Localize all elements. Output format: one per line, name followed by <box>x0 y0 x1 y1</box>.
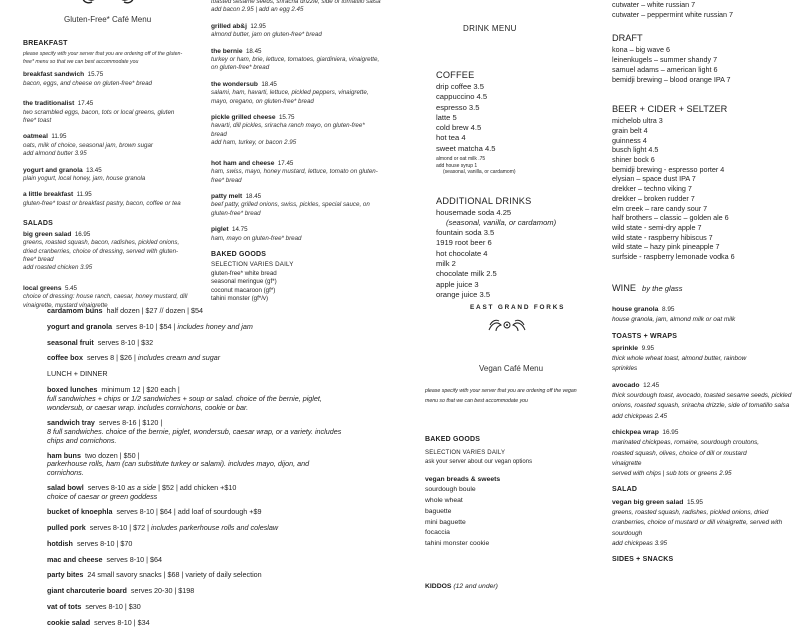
list-item: focaccia <box>425 529 450 537</box>
menu-item <box>23 231 188 273</box>
drink-item: bemidji brewing - espresso porter 4 <box>612 164 725 174</box>
item-detail: 24 small savory snacks | $68 | variety of daily selection <box>87 570 262 580</box>
item-name: boxed lunches <box>47 384 98 394</box>
item-price: 18.45 <box>245 192 262 200</box>
drink-item: cold brew 4.5 <box>436 123 482 133</box>
item-name: cookie salad <box>47 617 91 627</box>
drink-item: drip coffee 3.5 <box>436 82 484 91</box>
drink-item: chocolate milk 2.5 <box>436 269 497 279</box>
catering-item <box>47 504 347 520</box>
drink-item: milk 2 <box>436 259 456 269</box>
logo-ornament-top <box>78 0 138 6</box>
menu-item <box>612 381 800 422</box>
item-price: 11.95 <box>51 133 67 141</box>
wine-subheading: by the glass <box>642 283 683 293</box>
item-name: patty melt <box>211 192 243 200</box>
menu-item <box>211 226 381 243</box>
menu-item <box>612 498 800 549</box>
item-detail: two dozen | $50 | <box>84 450 140 460</box>
item-name: vegan big green salad <box>612 498 684 506</box>
catering-item <box>47 552 347 568</box>
catering-item <box>47 520 347 536</box>
drink-item: orange juice 3.5 <box>436 289 491 299</box>
item-description: salami, ham, havarti, lettuce, pickled peppers, vinaigrette, mayo, oregano, on gluten-free* bread <box>211 89 369 105</box>
item-price: 15.75 <box>278 114 295 122</box>
item-name: pulled pork <box>47 522 86 532</box>
baked-goods-subheading: SELECTION VARIES DAILY <box>425 449 506 456</box>
item-note: includes parkerhouse rolls and coleslaw <box>151 522 279 532</box>
item-name: the wondersub <box>211 80 258 88</box>
menu-item <box>211 81 381 106</box>
section-heading-baked-goods: BAKED GOODS <box>211 250 267 258</box>
item-description: greens, roasted squash, radishes, pickled onions, dried cranberries, choice of mustard or dill vinaigrette, served with sourdough <box>612 509 783 537</box>
item-addon: add bacon 2.95 | add an egg 2.45 <box>211 6 304 14</box>
item-price: 16.95 <box>74 230 91 238</box>
item-name: yogurt and granola <box>23 166 83 174</box>
drink-item: bemidji brewing – blood orange IPA 7 <box>612 74 731 84</box>
list-item: tahini monster cookie <box>425 539 490 547</box>
item-name: big green salad <box>23 230 72 238</box>
item-price: 18.45 <box>245 47 262 55</box>
drink-menu-title: DRINK MENU <box>463 24 517 33</box>
item-description: toasted sesame seeds, sriracha drizzle, side of tomatillo salsa <box>211 0 381 5</box>
wine-heading <box>612 282 800 295</box>
drink-item: samuel adams – american light 6 <box>612 64 718 74</box>
item-description: gluten-free* toast or breakfast pastry, bacon, coffee or tea <box>23 199 181 207</box>
menu-item <box>23 100 188 125</box>
catering-item <box>47 615 347 631</box>
item-description: ham, mayo on gluten-free* bread <box>211 234 302 242</box>
item-name: pickle grilled cheese <box>211 114 276 122</box>
item-name: breakfast sandwich <box>23 71 85 79</box>
drink-item: wild state - raspberry hibiscus 7 <box>612 232 713 242</box>
item-detail: serves 8-10 <box>87 483 126 493</box>
item-name: ham buns <box>47 450 81 460</box>
item-price: 13.45 <box>86 166 102 174</box>
drink-item: cutwater – white russian 7 <box>612 0 696 9</box>
item-description: choice of dressing: house ranch, caesar, honey mustard, dill vinaigrette, mustard vinaigrette <box>23 293 188 309</box>
item-note: 8 full sandwiches. choice of the bernie, piglet, wondersub, caesar wrap, or a variety. includes chips and cornichons. <box>47 426 342 445</box>
item-price: 12.95 <box>250 22 266 30</box>
drink-item: apple juice 3 <box>436 279 479 289</box>
drink-menu-section <box>436 69 606 300</box>
section-heading-salads: SALADS <box>23 220 53 228</box>
item-description: ham, swiss, mayo, honey mustard, lettuce, tomato on gluten-free* bread <box>211 168 378 184</box>
item-detail: serves 8-10 | $34 <box>94 617 150 627</box>
vegan-breads-heading: vegan breads & sweets <box>425 475 501 483</box>
list-item: baguette <box>425 507 452 515</box>
item-addon: add almond butter 3.95 <box>23 150 87 158</box>
drink-note: add house syrup 1 <box>436 162 478 169</box>
item-name: mac and cheese <box>47 554 103 564</box>
item-name: party bites <box>47 570 84 580</box>
item-addon: add roasted chicken 3.95 <box>23 264 93 272</box>
list-item: mini baguette <box>425 518 466 526</box>
list-item: sourdough boule <box>425 486 476 494</box>
item-price: 17.45 <box>77 100 94 108</box>
menu-item <box>23 133 188 158</box>
item-description: thick whole wheat toast, almond butter, rainbow sprinkles <box>612 355 747 373</box>
drink-item: shiner bock 6 <box>612 155 655 165</box>
item-note: includes cream and sugar <box>137 353 221 363</box>
item-addon: add chickpeas 3.95 <box>612 539 668 547</box>
kiddos-subtitle: (12 and under) <box>453 583 498 590</box>
section-heading-coffee: COFFEE <box>436 70 475 80</box>
section-heading-breakfast: BREAKFAST <box>23 40 68 47</box>
item-note: parkerhouse rolls, ham (can substitute turkey or salami). includes mayo, dijon, and cornichons. <box>47 459 310 478</box>
item-detail: serves 8-16 | $120 | <box>98 417 163 427</box>
item-name: the bernie <box>211 47 243 55</box>
menu-item <box>211 193 381 218</box>
item-detail: | $52 | add chicken +$10 <box>158 483 237 493</box>
item-price: 5.45 <box>64 284 77 292</box>
drink-note: almond or oat milk .75 <box>436 156 486 163</box>
item-detail: serves 8-10 | $32 <box>97 337 154 347</box>
drink-item: espresso 3.5 <box>436 102 480 112</box>
menu-item <box>23 71 188 88</box>
item-price: 11.95 <box>76 191 92 199</box>
item-name: seasonal fruit <box>47 337 94 347</box>
catering-section <box>47 303 347 631</box>
section-heading-salad: SALAD <box>612 486 638 494</box>
drink-item: kona – big wave 6 <box>612 45 670 55</box>
menu-item <box>23 191 188 208</box>
item-detail: serves 8-10 | $54 | <box>116 321 176 331</box>
vegan-right-section <box>612 305 800 568</box>
item-detail: serves 8-10 | $70 <box>76 538 133 548</box>
catering-item <box>47 583 347 599</box>
item-description: almond butter, jam on gluten-free* bread <box>211 31 322 39</box>
drink-item: hot tea 4 <box>436 133 466 143</box>
item-name: house granola <box>612 306 659 313</box>
item-name: oatmeal <box>23 133 48 141</box>
drink-item: grain belt 4 <box>612 125 648 135</box>
item-price: 14.75 <box>232 226 248 234</box>
item-addon: add ham, turkey, or bacon 2.95 <box>211 139 297 147</box>
drink-item: wild state – hazy pink pineapple 7 <box>612 242 720 252</box>
drink-note: (seasonal, vanilla, or cardamom) <box>446 217 557 227</box>
item-name: giant charcuterie board <box>47 586 127 596</box>
menu-item <box>612 428 800 479</box>
drink-item: drekker – broken rudder 7 <box>612 193 695 203</box>
list-item: tahini monster (gf*/v) <box>211 294 269 302</box>
item-description: thick sourdough toast, avocado, toasted sesame seeds, pickled onions, roasted squash, sriracha drizzle, side of tomatillo salsa <box>612 392 792 410</box>
drink-item: sweet matcha 4.5 <box>436 143 496 153</box>
catering-item <box>47 303 347 319</box>
lunch-dinner-heading: LUNCH + DINNER <box>47 369 108 379</box>
item-detail: half dozen | $27 // dozen | $54 <box>106 306 203 315</box>
item-detail: serves 8-10 | $64 <box>106 554 162 564</box>
item-name: avocado <box>612 381 640 389</box>
item-name: local greens <box>23 284 62 292</box>
bar-section <box>612 0 800 295</box>
item-price: 18.45 <box>261 80 277 88</box>
item-description: beef patty, grilled onions, swiss, pickles, special sauce, on gluten-free* bread <box>211 201 370 217</box>
item-name: salad bowl <box>47 483 84 493</box>
item-name: piglet <box>211 226 229 234</box>
section-heading-sides: SIDES + SNACKS <box>612 556 674 564</box>
item-description: greens, roasted squash, bacon, radishes, pickled onions, dried cranberries, choice of dressing, served with gluten-free* bread <box>23 239 180 263</box>
vegan-note: please specify with your server that you are ordering off the vegan menu so that we can best accommodate you <box>425 388 577 404</box>
catering-item <box>47 319 347 335</box>
item-addon: add chickpeas 2.45 <box>612 412 668 420</box>
menu-item <box>211 23 381 40</box>
drink-item: wild state - semi-dry apple 7 <box>612 222 702 232</box>
item-name: sprinkle <box>612 344 639 352</box>
drink-item: fountain soda 3.5 <box>436 228 495 238</box>
item-price: 15.95 <box>686 498 703 506</box>
item-detail: serves 8 | $26 | <box>86 353 136 363</box>
drink-item: elysian – space dust IPA 7 <box>612 174 696 184</box>
list-item: seasonal meringue (gf*) <box>211 278 277 286</box>
item-note: includes honey and jam <box>177 321 253 331</box>
gf-sandwich-section <box>211 0 381 303</box>
menu-item <box>211 48 381 73</box>
item-price: 8.95 <box>662 306 675 313</box>
kiddos-title: KIDDOS <box>425 583 452 590</box>
drink-item: 1919 root beer 6 <box>436 238 492 248</box>
gf-breakfast-section <box>23 40 188 318</box>
item-name: the traditionalist <box>23 100 75 108</box>
item-detail: serves 8-10 | $72 | <box>89 522 150 532</box>
item-name: yogurt and granola <box>47 321 113 331</box>
item-detail: serves 20-30 | $198 <box>130 586 195 596</box>
item-detail: minimum 12 | $20 each | <box>101 384 180 394</box>
vegan-menu-title: Vegan Café Menu <box>479 364 544 373</box>
item-detail-italic: as a side <box>127 483 157 493</box>
item-name: hotdish <box>47 538 73 548</box>
baked-goods-note: ask your server about our vegan options <box>425 458 533 465</box>
list-item: gluten-free* white bread <box>211 269 277 277</box>
drink-item: michelob ultra 3 <box>612 116 663 126</box>
item-name: a little breakfast <box>23 191 74 199</box>
vegan-baked-goods-section <box>425 435 595 550</box>
section-heading-wine: WINE <box>612 282 636 293</box>
item-description: marinated chickpeas, romaine, sourdough croutons, roasted squash, olives, choice of dill or mustard vinaigrette <box>612 439 760 467</box>
drink-item: guinness 4 <box>612 135 647 145</box>
drink-item: drekker – techno viking 7 <box>612 184 692 194</box>
item-description: two scrambled eggs, bacon, tots or local greens, gluten free* toast <box>23 108 175 125</box>
drink-item: busch light 4.5 <box>612 145 659 155</box>
catering-item <box>47 599 347 615</box>
breakfast-note: please specify with your server that you are ordering off of the gluten-free* menu so that we can best accommodate you <box>23 51 183 66</box>
catering-item <box>47 536 347 552</box>
item-description: bacon, eggs, and cheese on gluten-free* bread <box>23 79 153 87</box>
item-name: chickpea wrap <box>612 428 659 436</box>
section-heading-beer: BEER + CIDER + SELTZER <box>612 104 728 115</box>
item-detail: serves 8-10 | $30 <box>85 601 141 611</box>
drink-item: surfside - raspberry lemonade vodka 6 <box>612 252 735 262</box>
section-heading-toasts: TOASTS + WRAPS <box>612 332 678 340</box>
item-name: hot ham and cheese <box>211 159 275 167</box>
drink-item: half brothers – classic – golden ale 6 <box>612 213 729 223</box>
list-item: whole wheat <box>425 497 463 505</box>
gf-menu-title: Gluten-Free* Café Menu <box>64 15 152 24</box>
item-description: oats, milk of choice, seasonal jam, brown sugar <box>23 141 153 149</box>
item-description: turkey or ham, brie, lettuce, tomatoes, giardiniera, vinaigrette, on gluten-free* bread <box>211 56 380 72</box>
item-price: 15.75 <box>87 71 104 79</box>
menu-item <box>612 344 800 375</box>
catering-item <box>47 335 347 351</box>
floral-logo-icon <box>487 317 527 333</box>
item-description: plain yogurt, local honey, jam, house granola <box>23 175 146 183</box>
menu-item <box>612 305 800 326</box>
item-name: cardamom buns <box>47 306 103 315</box>
catering-item <box>47 350 347 366</box>
item-note: full sandwiches + chips or 1/2 sandwiches + soup or salad. choice of the bernie, piglet, wondersub, or caesar wrap. includes cornichons, cookie or bar. <box>47 393 322 412</box>
drink-item: leinenkugels – summer shandy 7 <box>612 55 718 65</box>
item-description: havarti, dill pickles, sriracha ranch mayo, on gluten-free* bread <box>211 122 365 138</box>
section-heading-baked-goods: BAKED GOODS <box>425 436 481 443</box>
item-name: grilled ab&j <box>211 22 247 30</box>
item-price: 9.95 <box>641 344 655 352</box>
drink-item: latte 5 <box>436 112 457 122</box>
menu-item <box>23 167 188 184</box>
item-price: 17.45 <box>277 159 294 167</box>
kiddos-heading <box>425 583 498 590</box>
section-heading-draft: DRAFT <box>612 33 643 44</box>
item-note: choice of caesar or green goddess <box>47 492 158 502</box>
item-name: sandwich tray <box>47 417 95 427</box>
item-price: 16.95 <box>662 428 679 436</box>
item-addon: served with chips | sub tots or greens 2.95 <box>612 470 732 478</box>
baked-goods-subheading: SELECTION VARIES DAILY <box>211 261 294 269</box>
section-heading-additional-drinks: ADDITIONAL DRINKS <box>436 195 532 206</box>
drink-item: elm creek – rare candy sour 7 <box>612 203 708 213</box>
location-label: EAST GRAND FORKS <box>470 304 566 311</box>
drink-note: (seasonal, vanilla, or cardamom) <box>443 169 516 176</box>
drink-item: housemade soda 4.25 <box>436 207 512 217</box>
drink-item: hot chocolate 4 <box>436 248 488 258</box>
list-item: coconut macaroon (gf*) <box>211 286 276 294</box>
item-price: 12.45 <box>643 381 660 389</box>
item-name: coffee box <box>47 353 83 363</box>
item-detail: serves 8-10 | $64 | add loaf of sourdough +$9 <box>116 507 262 517</box>
catering-item <box>47 567 347 583</box>
menu-item <box>211 114 381 148</box>
item-name: bucket of knoephla <box>47 507 113 517</box>
item-description: house granola, jam, almond milk or oat milk <box>612 316 736 324</box>
drink-item: cutwater – peppermint white russian 7 <box>612 9 734 19</box>
drink-item: cappuccino 4.5 <box>436 92 488 102</box>
menu-item <box>211 160 381 185</box>
item-name: vat of tots <box>47 601 82 611</box>
